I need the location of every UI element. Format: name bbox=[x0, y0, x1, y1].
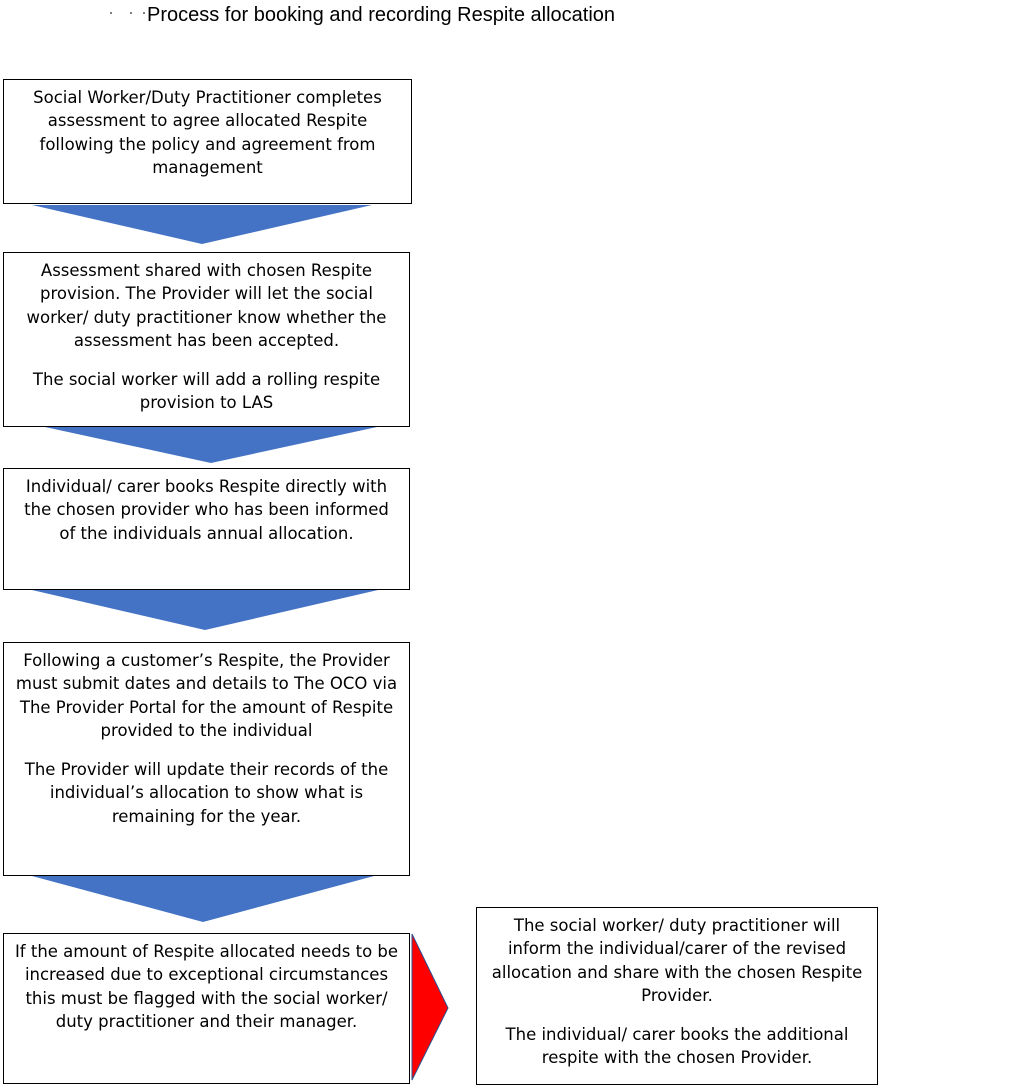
decorative-dots bbox=[110, 12, 146, 18]
side-arrow bbox=[411, 934, 449, 1084]
down-arrow-2-shape bbox=[45, 427, 377, 463]
down-arrow-3-shape bbox=[32, 590, 378, 630]
down-arrow-1-shape bbox=[32, 205, 372, 244]
step-inform-text-2: The individual/ carer books the additional respite with the chosen Provider. bbox=[505, 1025, 849, 1068]
step-booking bbox=[3, 468, 410, 590]
step-shared-text-1: Assessment shared with chosen Respite provision. The Provider will let the social worker/ duty practitioner know whether the assessment has been accepted. bbox=[26, 261, 387, 350]
step-assessment bbox=[3, 79, 412, 204]
down-arrow-2 bbox=[45, 427, 377, 463]
step-submit-text-1: Following a customer’s Respite, the Provider must submit dates and details to The OCO via The Provider Portal for the amount of Respite provided to the individual bbox=[15, 651, 398, 740]
down-arrow-4-shape bbox=[32, 876, 374, 922]
step-inform-text-1: The social worker/ duty practitioner will inform the individual/carer of the revised allocation and share with the chosen Respite Provider. bbox=[491, 916, 863, 1005]
step-assessment-text-1: Social Worker/Duty Practitioner completes assessment to agree allocated Respite following the policy and agreement from management bbox=[33, 88, 382, 177]
diagram-title: Process for booking and recording Respite allocation bbox=[147, 4, 616, 26]
down-arrow-4 bbox=[32, 876, 374, 922]
step-shared bbox=[3, 252, 410, 427]
side-arrow-shape bbox=[412, 934, 448, 1080]
down-arrow-3 bbox=[32, 590, 378, 630]
step-booking-text-1: Individual/ carer books Respite directly with the chosen provider who has been informed of the individuals annual allocation. bbox=[24, 477, 389, 543]
step-submit-text-2: The Provider will update their records of the individual’s allocation to show what is remaining for the year. bbox=[24, 760, 389, 826]
down-arrow-1 bbox=[32, 205, 372, 245]
step-shared-text-2: The social worker will add a rolling respite provision to LAS bbox=[32, 370, 381, 413]
step-inform bbox=[476, 907, 878, 1085]
step-increase-text-1: If the amount of Respite allocated needs to be increased due to exceptional circumstances this must be flagged with the social worker/ duty practitioner and their manager. bbox=[14, 942, 399, 1031]
step-submit bbox=[3, 642, 410, 876]
step-increase bbox=[3, 933, 410, 1084]
